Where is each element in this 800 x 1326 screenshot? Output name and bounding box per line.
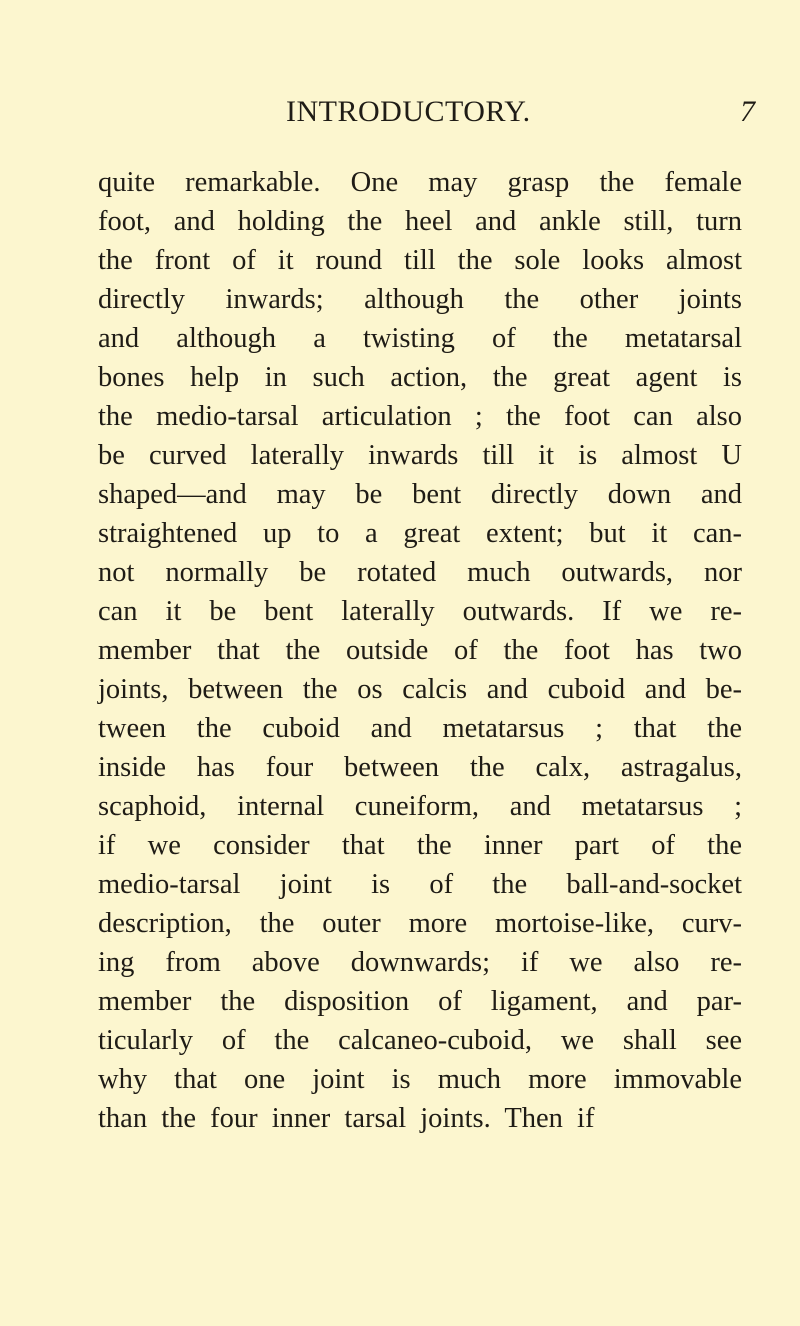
text-line: than the four inner tarsal joints. Then if [98, 1103, 595, 1134]
text-line: be curved laterally inwards till it is almost U [98, 440, 742, 471]
text-line: why that one joint is much more immovable [98, 1064, 742, 1095]
text-line: the medio-tarsal articulation ; the foot can also [98, 401, 742, 432]
text-line: the front of it round till the sole looks almost [98, 245, 742, 276]
running-header [0, 92, 800, 132]
page-number: 7 [740, 95, 755, 128]
body-paragraph [98, 163, 742, 1138]
text-line: and although a twisting of the metatarsal [98, 323, 742, 354]
text-line: description, the outer more mortoise-like, curv- [98, 908, 742, 939]
text-line: inside has four between the calx, astragalus, [98, 752, 742, 783]
text-line: foot, and holding the heel and ankle still, turn [98, 206, 742, 237]
text-line: joints, between the os calcis and cuboid and be- [98, 674, 742, 705]
text-line: shaped—and may be bent directly down and [98, 479, 742, 510]
text-line: not normally be rotated much outwards, nor [98, 557, 742, 588]
text-line: medio-tarsal joint is of the ball-and-socket [98, 869, 742, 900]
text-line: can it be bent laterally outwards. If we re- [98, 596, 742, 627]
text-line: quite remarkable. One may grasp the female [98, 167, 742, 198]
text-line: ing from above downwards; if we also re- [98, 947, 742, 978]
text-line: directly inwards; although the other joints [98, 284, 742, 315]
text-line: if we consider that the inner part of the [98, 830, 742, 861]
text-line: tween the cuboid and metatarsus ; that the [98, 713, 742, 744]
text-line: member the disposition of ligament, and par- [98, 986, 742, 1017]
text-line: scaphoid, internal cuneiform, and metatarsus ; [98, 791, 742, 822]
text-line: member that the outside of the foot has two [98, 635, 742, 666]
text-line: bones help in such action, the great agent is [98, 362, 742, 393]
text-line: straightened up to a great extent; but it can- [98, 518, 742, 549]
text-line: ticularly of the calcaneo-cuboid, we shall see [98, 1025, 742, 1056]
chapter-title: INTRODUCTORY. [286, 95, 531, 128]
